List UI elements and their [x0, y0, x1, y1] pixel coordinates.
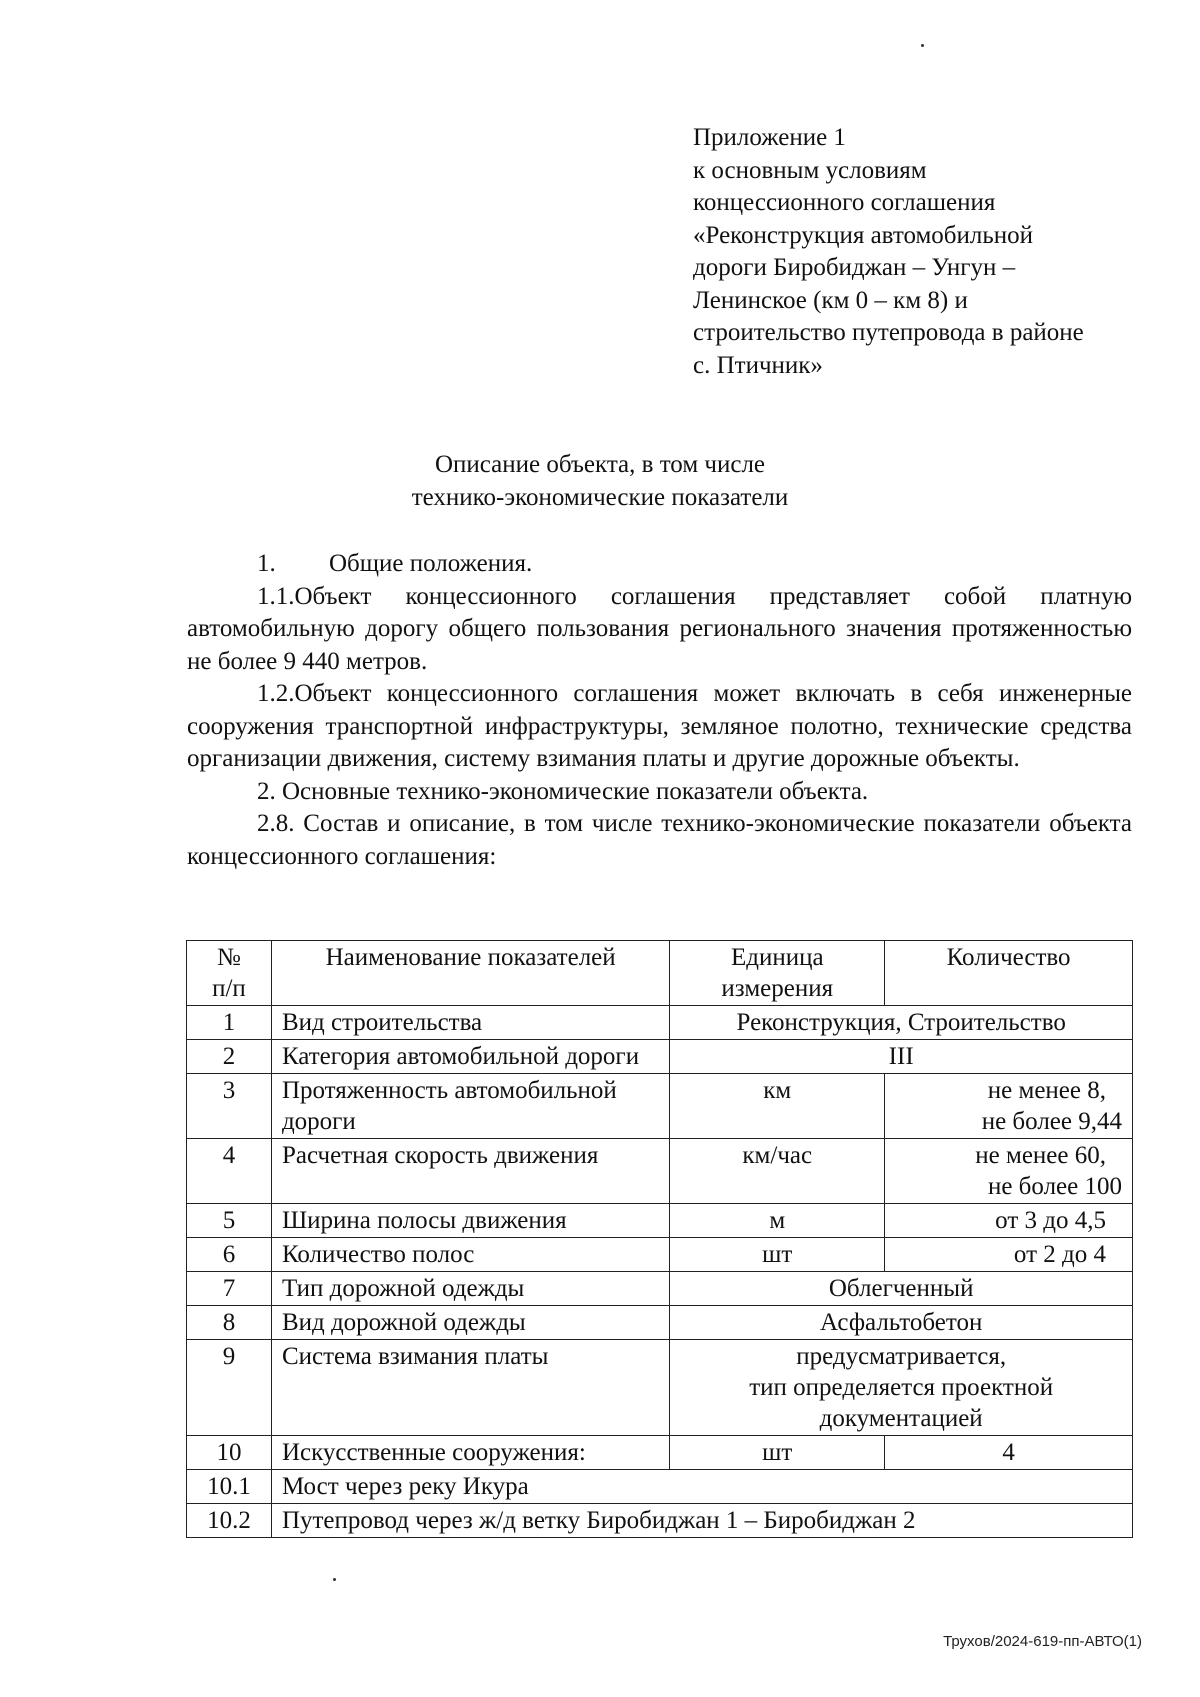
row-num: 1: [187, 1006, 272, 1040]
paragraph-1-1: 1.1.Объект концессионного соглашения представляет собой платную автомобильную дорогу общего пользования регионального значения протяженностью не более 9 440 метров.: [187, 582, 1132, 675]
table-row: [187, 1204, 1133, 1238]
table-row: [187, 1436, 1133, 1470]
row-qty-line: не более 9,44: [981, 1108, 1122, 1135]
row-name: Вид дорожной одежды: [271, 1306, 669, 1340]
row-unit: км: [670, 1074, 885, 1139]
table-row: [187, 1006, 1133, 1040]
row-num: 9: [187, 1340, 272, 1436]
paragraph-2-8: 2.8. Состав и описание, в том числе технико-экономические показатели объекта концессионного соглашения:: [187, 810, 1132, 870]
row-unit: шт: [670, 1238, 885, 1272]
appendix-line: «Реконструкция автомобильной: [693, 221, 1034, 249]
indicators-table: [186, 940, 1133, 1538]
table-row: [187, 1272, 1133, 1306]
table-row: [187, 1238, 1133, 1272]
appendix-line: с. Птичник»: [693, 351, 823, 379]
document-footer-code: Трухов/2024-619-пп-АВТО(1): [943, 1633, 1142, 1650]
appendix-line: Ленинское (км 0 – км 8) и: [693, 286, 968, 314]
header-num: № п/п: [187, 941, 272, 1006]
title-line-1: Описание объекта, в том числе: [434, 451, 766, 478]
row-num: 4: [187, 1139, 272, 1204]
appendix-line: дороги Биробиджан – Унгун –: [693, 254, 1016, 281]
table-row: [187, 1470, 1133, 1504]
appendix-line: строительство путепровода в районе: [693, 319, 1084, 346]
table-row: [187, 1040, 1133, 1074]
document-body: [187, 548, 1132, 873]
section-1-number: 1.: [257, 550, 276, 577]
row-num: 10: [187, 1436, 272, 1470]
row-name: Путепровод через ж/д ветку Биробиджан 1 – Биробиджан 2: [271, 1504, 1132, 1538]
table-row: [187, 1139, 1133, 1204]
row-num: 3: [187, 1074, 272, 1139]
section-2-heading: 2. Основные технико-экономические показатели объекта.: [257, 777, 869, 805]
appendix-header: [693, 122, 1163, 382]
row-name: Система взимания платы: [271, 1340, 669, 1436]
row-qty-line: не более 100: [987, 1173, 1122, 1200]
row-qty: [885, 1139, 1133, 1204]
row-value-line: тип определяется проектной документацией: [749, 1374, 1054, 1432]
row-name: Тип дорожной одежды: [271, 1272, 669, 1306]
table-row: [187, 1340, 1133, 1436]
row-name: Количество полос: [271, 1238, 669, 1272]
header-unit: Единица измерения: [670, 941, 885, 1006]
table-header-row: [187, 941, 1133, 1006]
row-value: Асфальтобетон: [670, 1306, 1133, 1340]
row-qty: 4: [885, 1436, 1133, 1470]
title-line-2: технико-экономические показатели: [411, 484, 789, 511]
row-unit: шт: [670, 1436, 885, 1470]
row-unit: м: [670, 1204, 885, 1238]
row-value: III: [670, 1040, 1133, 1074]
table-row: [187, 1306, 1133, 1340]
paragraph-1-2: 1.2.Объект концессионного соглашения может включать в себя инженерные сооружения транспортной инфраструктуры, земляное полотно, технические средства организации движения, систему взимания платы и другие дорожные объекты.: [187, 680, 1132, 772]
appendix-line: концессионного соглашения: [693, 189, 996, 216]
row-name: Искусственные сооружения:: [271, 1436, 669, 1470]
row-name: Мост через реку Икура: [271, 1470, 1132, 1504]
table-row: [187, 1504, 1133, 1538]
row-qty: от 2 до 4: [885, 1238, 1133, 1272]
header-name: Наименование показателей: [271, 941, 669, 1006]
row-name: Вид строительства: [271, 1006, 669, 1040]
row-num: 8: [187, 1306, 272, 1340]
document-title: [0, 448, 1200, 514]
section-1-title: Общие положения.: [329, 550, 533, 577]
appendix-line: Приложение 1: [693, 124, 846, 151]
scan-speck: [333, 1578, 336, 1581]
section-1-heading: [187, 548, 1132, 581]
row-value-line: предусматривается,: [796, 1343, 1007, 1370]
row-num: 10.1: [187, 1470, 272, 1504]
row-qty: [885, 1074, 1133, 1139]
row-value: [670, 1340, 1133, 1436]
row-value: Облегченный: [670, 1272, 1133, 1306]
row-name: Категория автомобильной дороги: [271, 1040, 669, 1074]
row-value: Реконструкция, Строительство: [670, 1006, 1133, 1040]
row-name: Протяженность автомобильной дороги: [271, 1074, 669, 1139]
row-name: Расчетная скорость движения: [271, 1139, 669, 1204]
row-num: 6: [187, 1238, 272, 1272]
row-num: 2: [187, 1040, 272, 1074]
row-unit: км/час: [670, 1139, 885, 1204]
appendix-line: к основным условиям: [693, 156, 927, 184]
row-num: 10.2: [187, 1504, 272, 1538]
row-qty-line: не менее 8,: [987, 1077, 1106, 1104]
header-qty: Количество: [885, 941, 1133, 1006]
row-name: Ширина полосы движения: [271, 1204, 669, 1238]
row-qty: от 3 до 4,5: [885, 1204, 1133, 1238]
table-row: [187, 1074, 1133, 1139]
row-qty-line: не менее 60,: [975, 1142, 1106, 1169]
scan-speck: [921, 44, 924, 47]
row-num: 5: [187, 1204, 272, 1238]
row-num: 7: [187, 1272, 272, 1306]
